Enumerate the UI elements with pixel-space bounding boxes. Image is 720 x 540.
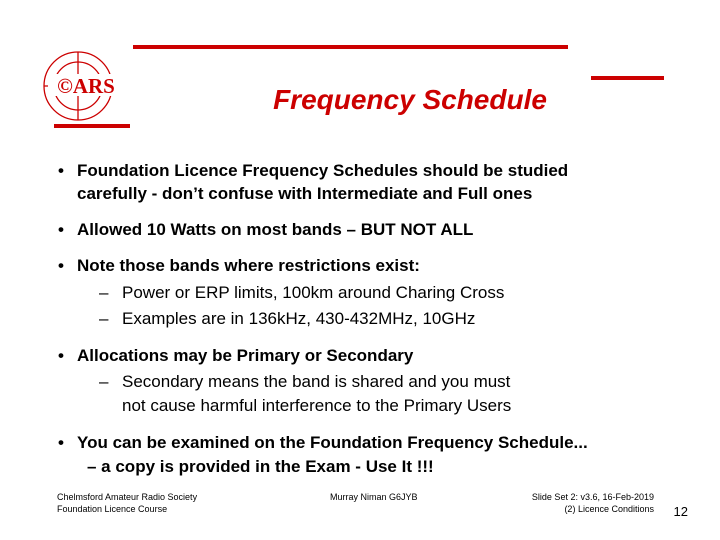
bullet-3-line-1: Note those bands where restrictions exist: — [77, 256, 420, 275]
bullet-dot: • — [58, 256, 64, 275]
bullet-4-line-1: Allocations may be Primary or Secondary — [77, 346, 414, 365]
page-number: 12 — [673, 504, 688, 519]
sub-bullet-3-2-text: Examples are in 136kHz, 430-432MHz, 10GHz — [122, 309, 476, 328]
footer-course: Foundation Licence Course — [57, 504, 168, 514]
sub-bullet-dash: – — [99, 283, 109, 302]
bullet-dot: • — [58, 161, 64, 180]
logo-text: ©ARS — [57, 74, 115, 98]
footer-left — [57, 491, 197, 515]
bullet-dot: • — [58, 346, 64, 365]
footer-right — [532, 491, 654, 515]
sub-bullet-3-1-text: Power or ERP limits, 100km around Charing Cross — [122, 283, 505, 302]
sub-bullet-dash: – — [99, 372, 109, 391]
slide-title: Frequency Schedule — [273, 84, 547, 115]
bullet-5-line-2: – a copy is provided in the Exam - Use It !!! — [87, 457, 434, 476]
right-rule — [591, 76, 664, 80]
bullet-5-line-1: You can be examined on the Foundation Frequency Schedule... — [77, 433, 588, 452]
bullet-1-line-1: Foundation Licence Frequency Schedules should be studied — [77, 161, 569, 180]
footer-author: Murray Niman G6JYB — [330, 492, 418, 502]
bullet-2-line-1: Allowed 10 Watts on most bands – BUT NOT ALL — [77, 220, 474, 239]
top-rule — [133, 45, 568, 49]
bullet-dot: • — [58, 220, 64, 239]
footer-slide-set: Slide Set 2: v3.6, 16-Feb-2019 — [531, 492, 654, 502]
footer-org: Chelmsford Amateur Radio Society — [57, 492, 198, 502]
sub-bullet-4-1-line-2: not cause harmful interference to the Primary Users — [122, 396, 512, 415]
sub-bullet-4-1-line-1: Secondary means the band is shared and you must — [122, 372, 511, 391]
footer-section: (2) Licence Conditions — [564, 504, 654, 514]
bullet-1-line-2: carefully - don’t confuse with Intermediate and Full ones — [77, 184, 533, 203]
sub-bullet-dash: – — [99, 309, 109, 328]
bullet-dot: • — [58, 433, 64, 452]
